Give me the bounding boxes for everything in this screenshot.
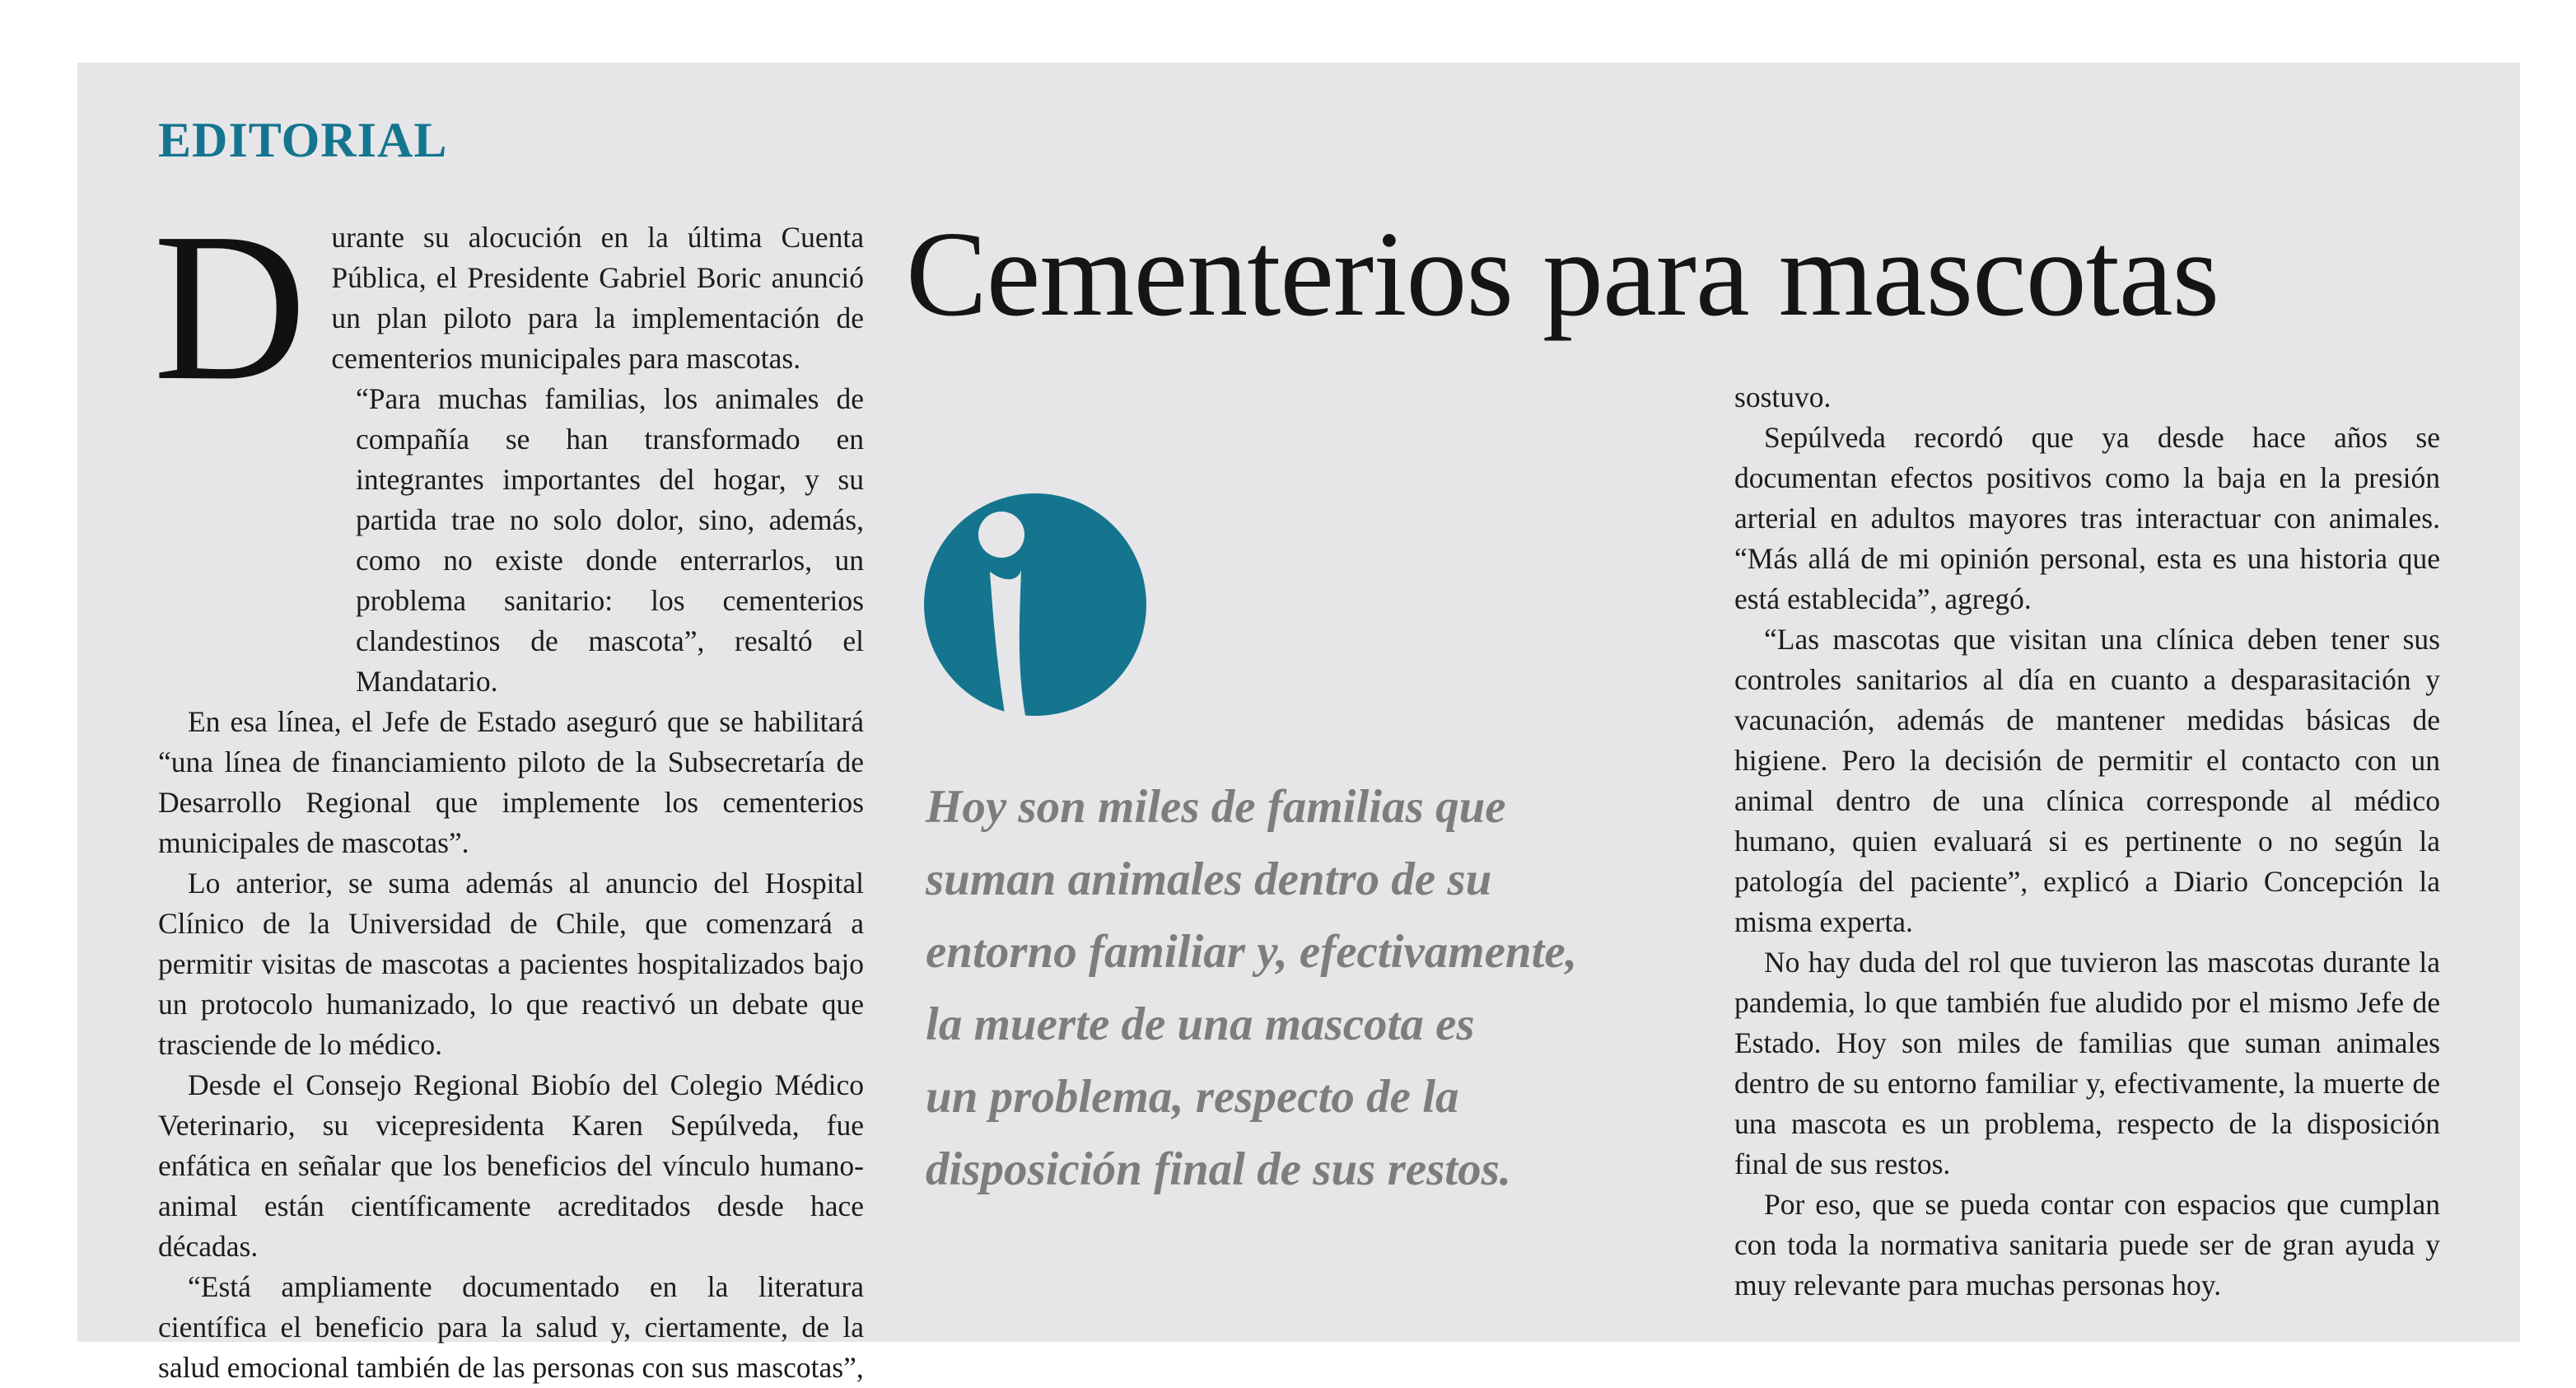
pull-quote-line: entorno familiar y, efectivamente,	[926, 926, 1577, 978]
pull-quote-line: suman animales dentro de su	[926, 853, 1492, 905]
paragraph: “Las mascotas que visitan una clínica deben tener sus controles sanitarios al día en cuanto a desparasitación y vacunación, además de mantener medidas básicas de higiene. Pero la decisión de permitir el contacto con un animal dentro de una clínica corresponde al médico humano, quien evaluará si es pertinente o no según la patología del paciente”, explicó a Diario Concepción la misma experta.	[1734, 623, 2440, 938]
paragraph	[153, 189, 864, 424]
info-icon	[924, 489, 1146, 724]
section-label: EDITORIAL	[158, 113, 448, 167]
headline: Cementerios para mascotas	[906, 207, 2219, 342]
paragraph-text: urante su alocución en la última Cuenta Pública, el Presidente Gabriel Boric anunció un plan piloto para la implementación de cementerios municipales para mascotas.	[331, 221, 864, 375]
pull-quote-line: disposición final de sus restos.	[926, 1143, 1512, 1195]
paragraph: Por eso, que se pueda contar con espacios que cumplan con toda la normativa sanitaria puede ser de gran ayuda y muy relevante para muchas personas hoy.	[1734, 1188, 2440, 1302]
dropcap: D	[153, 189, 307, 424]
paragraph: “Para muchas familias, los animales de compañía se han transformado en integrantes importantes del hogar, y su partida trae no solo dolor, sino, además, como no existe donde enterrarlos, un problema sanitario: los cementerios clandestinos de mascota”, resaltó el Mandatario.	[356, 382, 864, 698]
right-column	[1734, 377, 2440, 1306]
paragraph: “Está ampliamente documentado en la literatura científica el beneficio para la salud y, ciertamente, de la salud emocional también de las personas con sus mascotas”,	[158, 1270, 864, 1384]
pull-quote-line: Hoy son miles de familias que	[926, 781, 1506, 833]
left-column	[153, 189, 864, 1388]
paragraph: Sepúlveda recordó que ya desde hace años se documentan efectos positivos como la baja en la presión arterial en adultos mayores tras interactuar con animales. “Más allá de mi opinión personal, esta es una historia que está establecida”, agregó.	[1734, 421, 2440, 615]
pull-quote-line: la muerte de una mascota es	[926, 998, 1475, 1050]
paragraph: sostuvo.	[1734, 381, 1832, 414]
pull-quote	[926, 771, 1667, 1206]
paragraph: No hay duda del rol que tuvieron las mascotas durante la pandemia, lo que también fue aludido por el mismo Jefe de Estado. Hoy son miles de familias que suman animales dentro de su entorno familiar y, efectivamente, la muerte de una mascota es un problema, respecto de la disposición final de sus restos.	[1734, 946, 2440, 1180]
paragraph: Lo anterior, se suma además al anuncio del Hospital Clínico de la Universidad de Chile, que comenzará a permitir visitas de mascotas a pacientes hospitalizados bajo un protocolo humanizado, lo que reactivó un debate que trasciende de lo médico.	[158, 867, 864, 1061]
editorial-page	[77, 63, 2520, 1384]
pull-quote-line: un problema, respecto de la	[926, 1071, 1459, 1123]
paragraph: Desde el Consejo Regional Biobío del Colegio Médico Veterinario, su vicepresidenta Karen Sepúlveda, fue enfática en señalar que los beneficios del vínculo humano-animal están científicamente acreditados desde hace décadas.	[158, 1068, 864, 1263]
paragraph: En esa línea, el Jefe de Estado aseguró que se habilitará “una línea de financiamiento piloto de la Subsecretaría de Desarrollo Regional que implemente los cementerios municipales de mascotas”.	[158, 705, 864, 859]
